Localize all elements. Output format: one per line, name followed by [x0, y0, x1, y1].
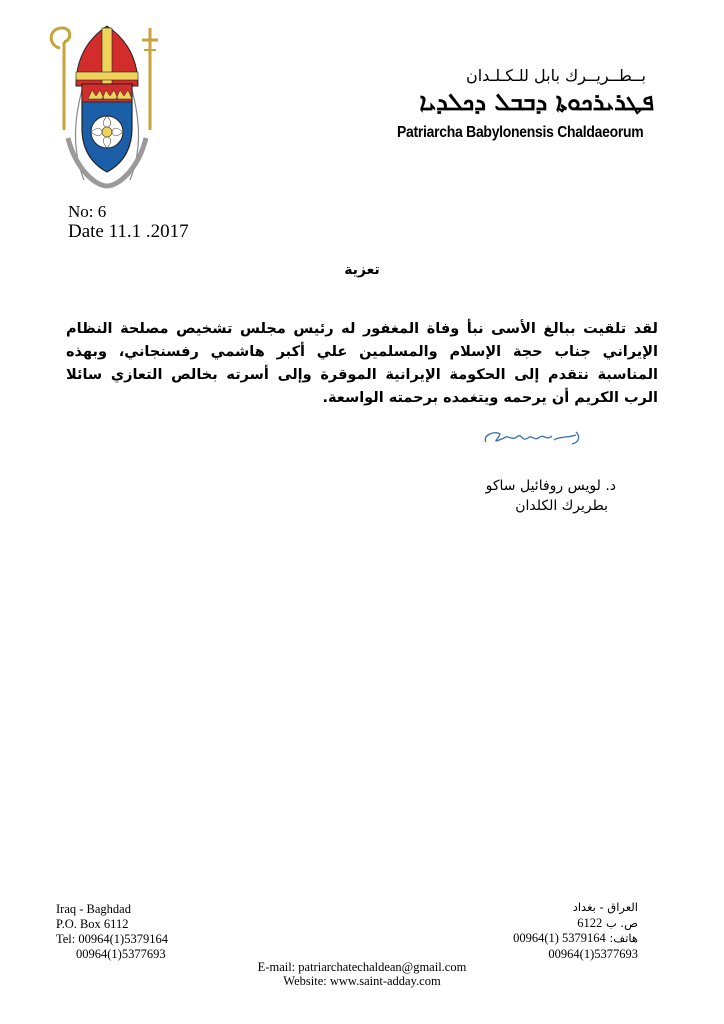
po-box-number: 6122	[577, 915, 603, 930]
footer-address-english	[56, 902, 168, 962]
reference-block	[68, 202, 189, 242]
phone-number: 00964(1) 5379164	[513, 931, 606, 945]
footer-tel-2: 00964(1)5377693	[76, 947, 166, 961]
phone-label: هاتف:	[609, 931, 638, 945]
reference-number: No: 6	[68, 202, 107, 221]
letter-body: لقد تلقيت ببالغ الأسى نبأ وفاة المغفور له رئيس مجلس تشخيص مصلحة النظام الإيراني جناب حجة الإسلام والمسلمين علي أكبر هاشمي رفسنجاني، وبهذه المناسبة نتقدم إلى الحكومة الإيرانية الموقرة وإلى أسرته بخالص التعازي سائلا الرب الكريم أن يرحمه ويتغمده برحمته الواسعة.	[66, 321, 658, 406]
letter-heading: تعزية	[344, 262, 380, 278]
footer-address-arabic	[513, 900, 638, 962]
arabic-letterhead-title: بــطــريــرك بابل للـكـلـدان	[465, 66, 646, 85]
coat-of-arms-icon	[46, 20, 168, 190]
signer-block	[486, 476, 616, 516]
footer-phone-arabic	[513, 931, 638, 947]
footer-po-box: P.O. Box 6112	[56, 917, 129, 931]
signature-icon	[480, 426, 590, 448]
footer-website[interactable]: Website: www.saint-adday.com	[283, 974, 441, 988]
footer-city: Iraq - Baghdad	[56, 902, 131, 916]
footer-po-box-arabic	[513, 916, 638, 932]
reference-date: Date 11.1 .2017	[68, 221, 189, 242]
signer-name: د. لويس روفائيل ساكو	[485, 478, 616, 494]
footer-phone-2-arabic: 00964(1)5377693	[548, 946, 638, 961]
footer-email[interactable]: E-mail: patriarchatechaldean@gmail.com	[257, 960, 467, 974]
footer-tel: Tel: 00964(1)5379164	[56, 932, 168, 946]
footer-contact	[0, 960, 724, 988]
po-box-label: ص. ب	[605, 915, 638, 930]
syriac-letterhead-title: ܦܛܪܝܪܟܘܬܐ ܕܒܒܠ ܕܟܠܕܝܐ	[419, 88, 654, 116]
signer-title: بطريرك الكلدان	[515, 498, 608, 514]
footer-city-arabic: العراق - بغداد	[572, 900, 638, 914]
latin-letterhead-title: Patriarcha Babylonensis Chaldaeorum	[397, 124, 644, 141]
